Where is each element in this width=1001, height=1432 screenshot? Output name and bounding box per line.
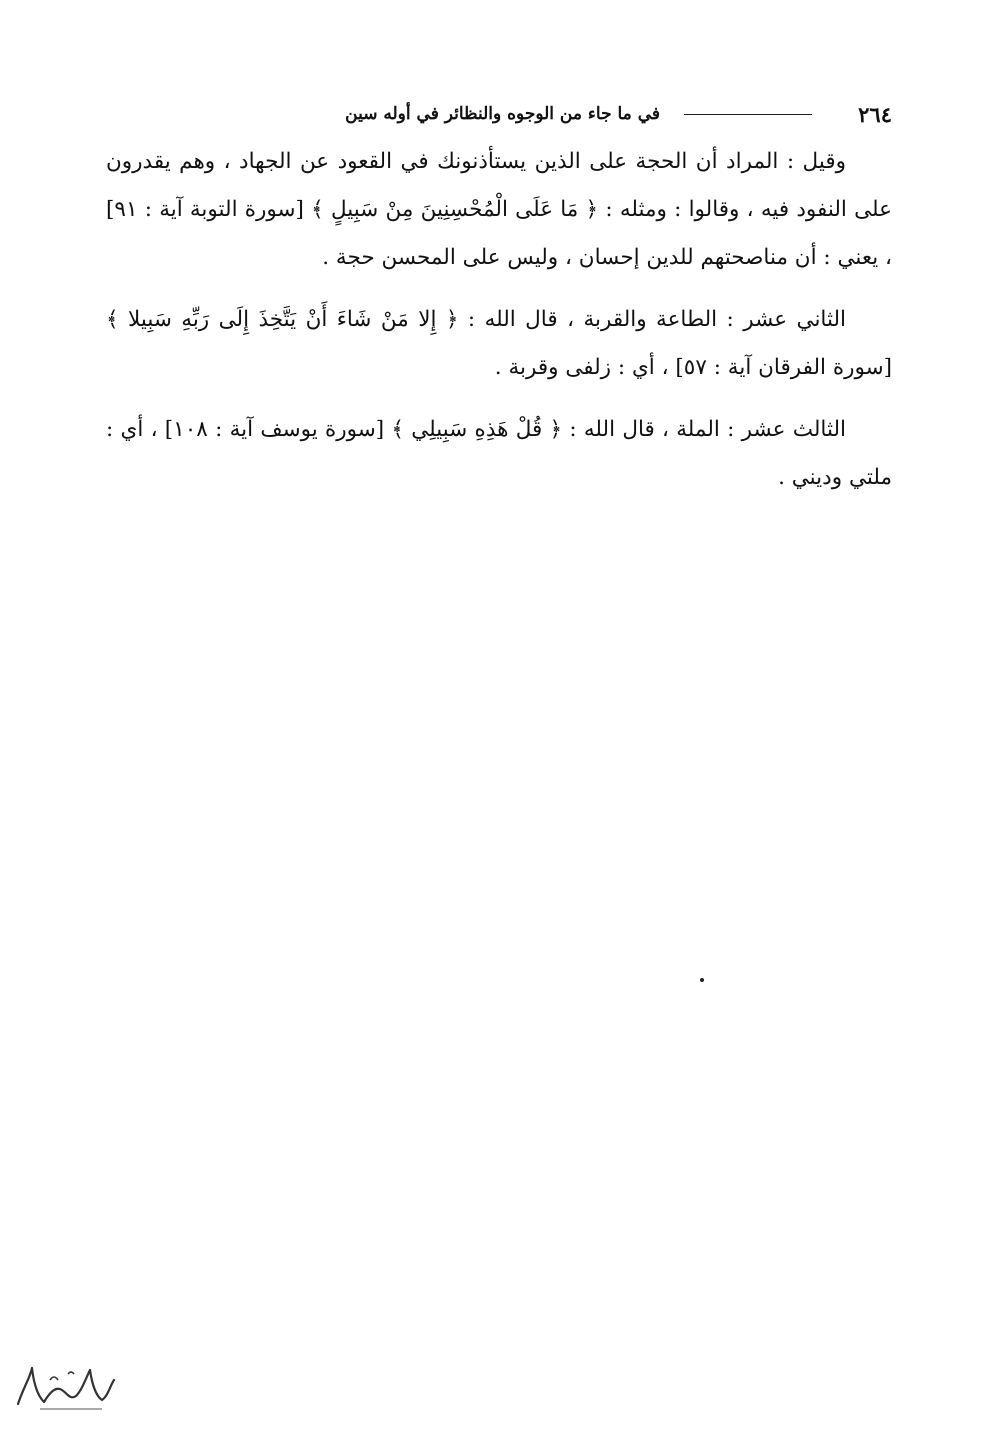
page-number: ٢٦٤ [858, 101, 892, 127]
publisher-logo [10, 1356, 120, 1416]
body-text [106, 138, 892, 516]
paragraph-2: الثاني عشر : الطاعة والقربة ، قال الله : ﴿ إِلا مَنْ شَاءَ أَنْ يَتَّخِذَ إِلَى رَبِّهِ سَبِيلا ﴾ [سورة الفرقان آية : ٥٧] ، أي : زلفى وقربة . [106, 307, 892, 380]
stray-dot [700, 978, 704, 982]
running-title: في ما جاء من الوجوه والنظائر في أوله سين [345, 104, 660, 124]
header-rule [684, 114, 812, 115]
paragraph-1: وقيل : المراد أن الحجة على الذين يستأذنونك في القعود عن الجهاد ، وهم يقدرون على النفود فيه ، وقالوا : ومثله : ﴿ مَا عَلَى الْمُحْسِنِينَ مِنْ سَبِيلٍ ﴾ [سورة التوبة آية : ٩١] ، يعني : أن مناصحتهم للدين إحسان ، وليس على المحسن حجة . [106, 149, 892, 270]
paragraph-3: الثالث عشر : الملة ، قال الله : ﴿ قُلْ هَذِهِ سَبِيلِي ﴾ [سورة يوسف آية : ١٠٨] ، أي : ملتي وديني . [106, 417, 892, 490]
page-header [112, 96, 892, 132]
